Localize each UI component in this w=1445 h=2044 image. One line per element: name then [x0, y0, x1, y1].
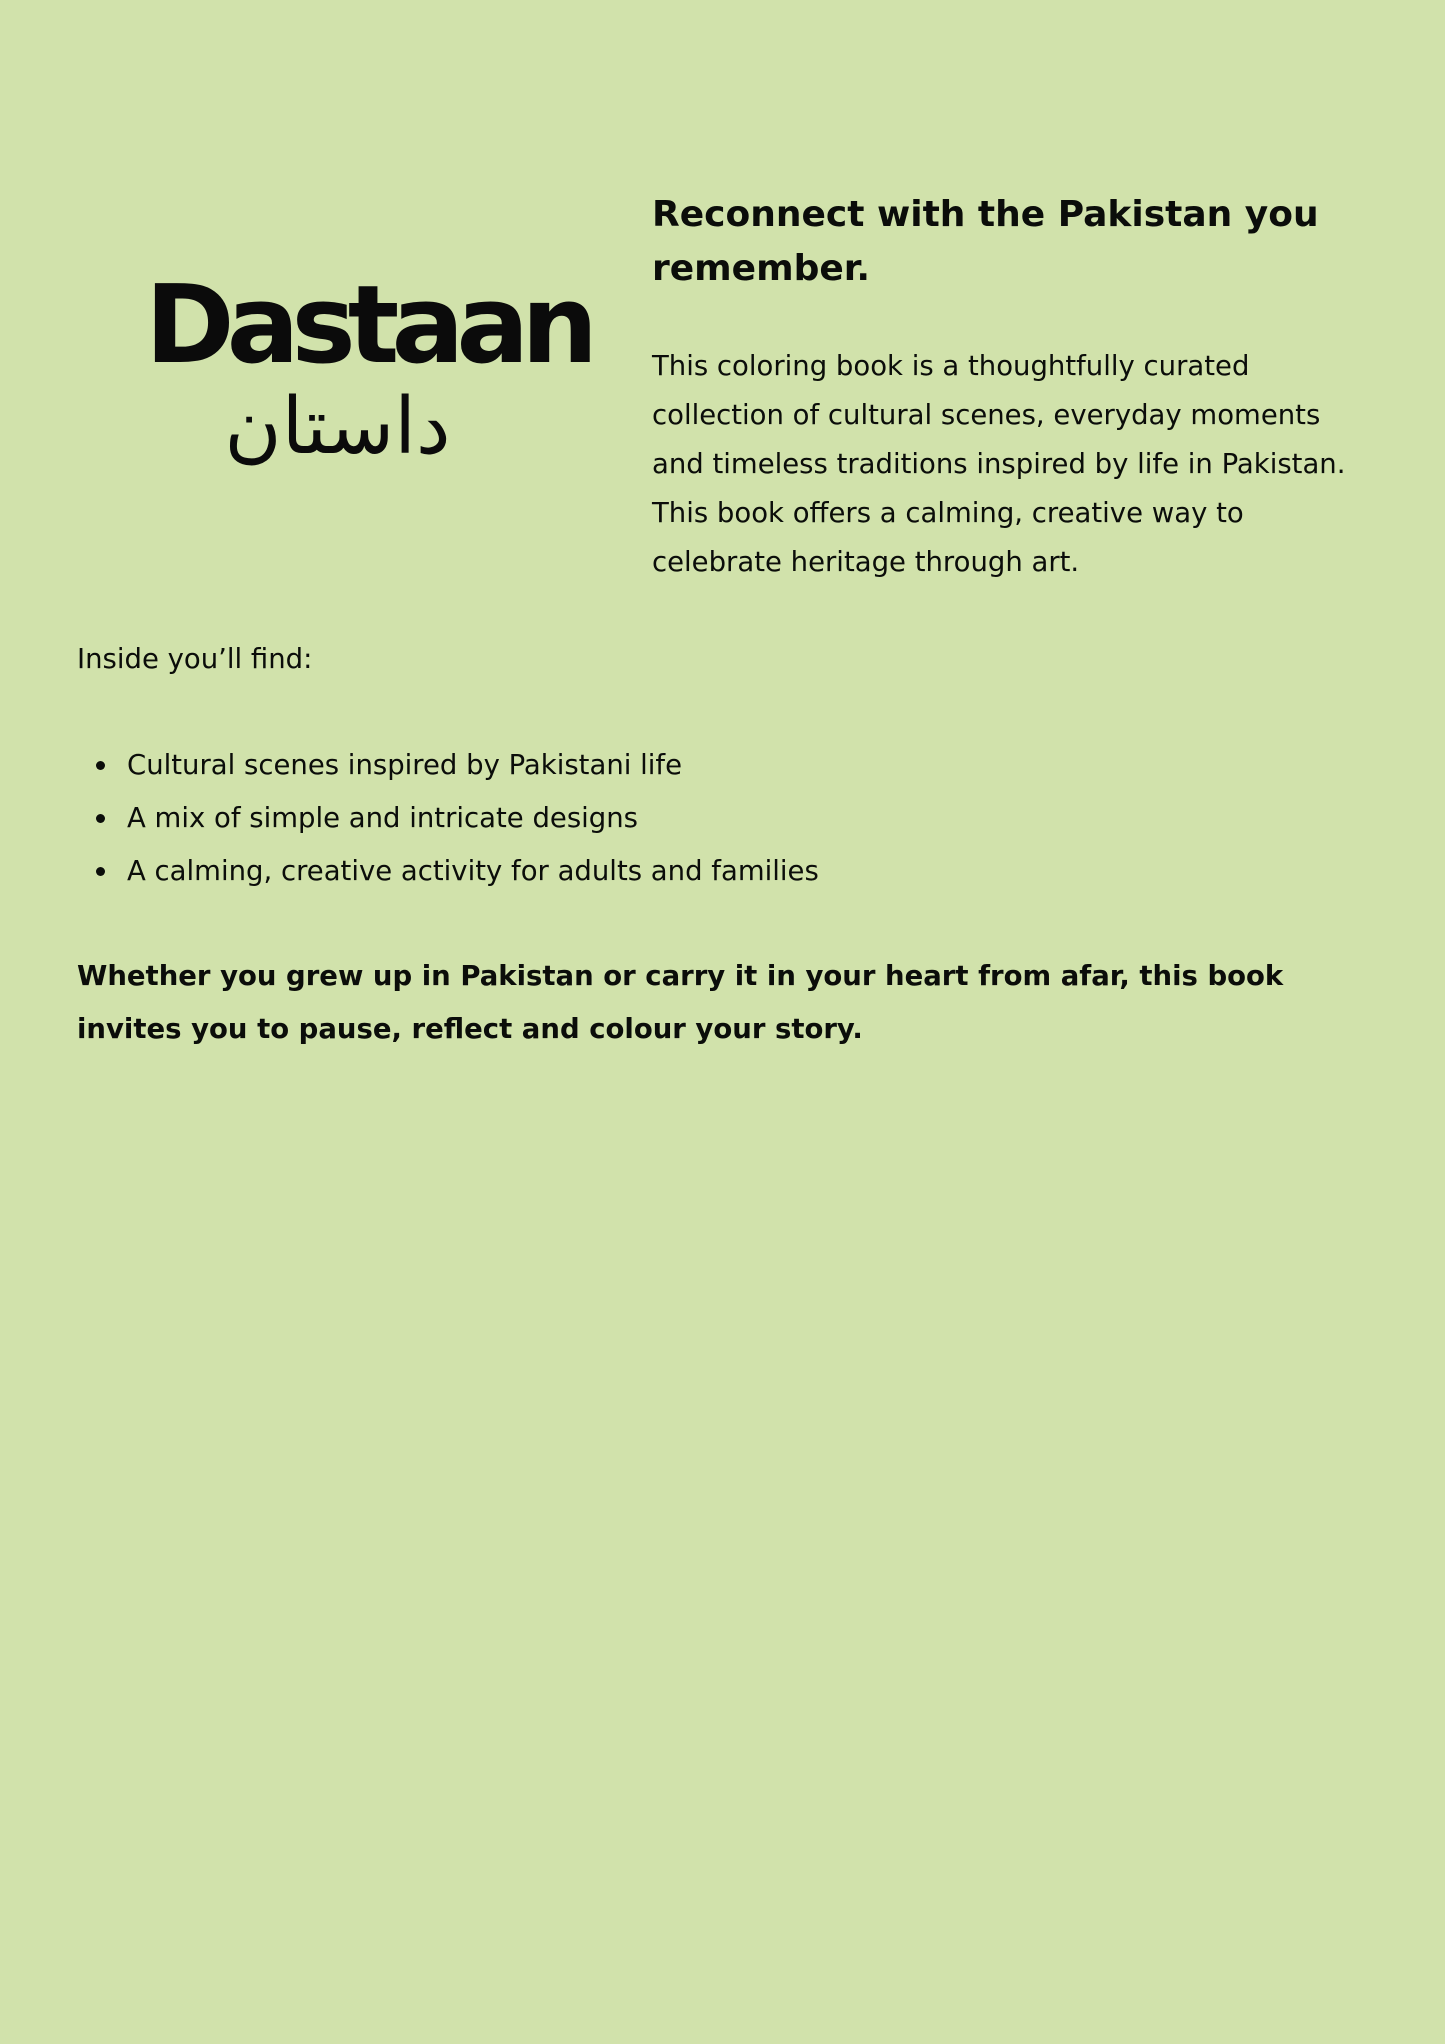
- bullet-icon: [96, 761, 105, 770]
- feature-text: Cultural scenes inspired by Pakistani life: [127, 749, 683, 781]
- logo-wordmark-urdu: داستان: [224, 382, 451, 472]
- closing-statement: Whether you grew up in Pakistan or carry it in your heart from afar, this book invites you to pause, reflect and colour your story.: [77, 960, 1284, 1045]
- list-item: [77, 792, 1277, 845]
- logo-wordmark-latin: Dastaan: [145, 263, 591, 388]
- list-item: [77, 845, 1277, 898]
- inside-label: Inside you’ll find:: [77, 643, 313, 675]
- bullet-icon: [96, 867, 105, 876]
- list-item: [77, 739, 1277, 792]
- intro-paragraph: This coloring book is a thoughtfully curated collection of cultural scenes, everyday moments and timeless traditions inspired by life in Pakistan. This book offers a calming, creative way to celebrate heritage through art.: [652, 350, 1346, 578]
- feature-text: A calming, creative activity for adults and families: [127, 855, 819, 887]
- page-headline: Reconnect with the Pakistan you remember.: [652, 194, 1319, 289]
- feature-text: A mix of simple and intricate designs: [127, 802, 639, 834]
- brand-logo: [145, 263, 591, 472]
- bullet-icon: [96, 814, 105, 823]
- feature-list: [77, 739, 1277, 898]
